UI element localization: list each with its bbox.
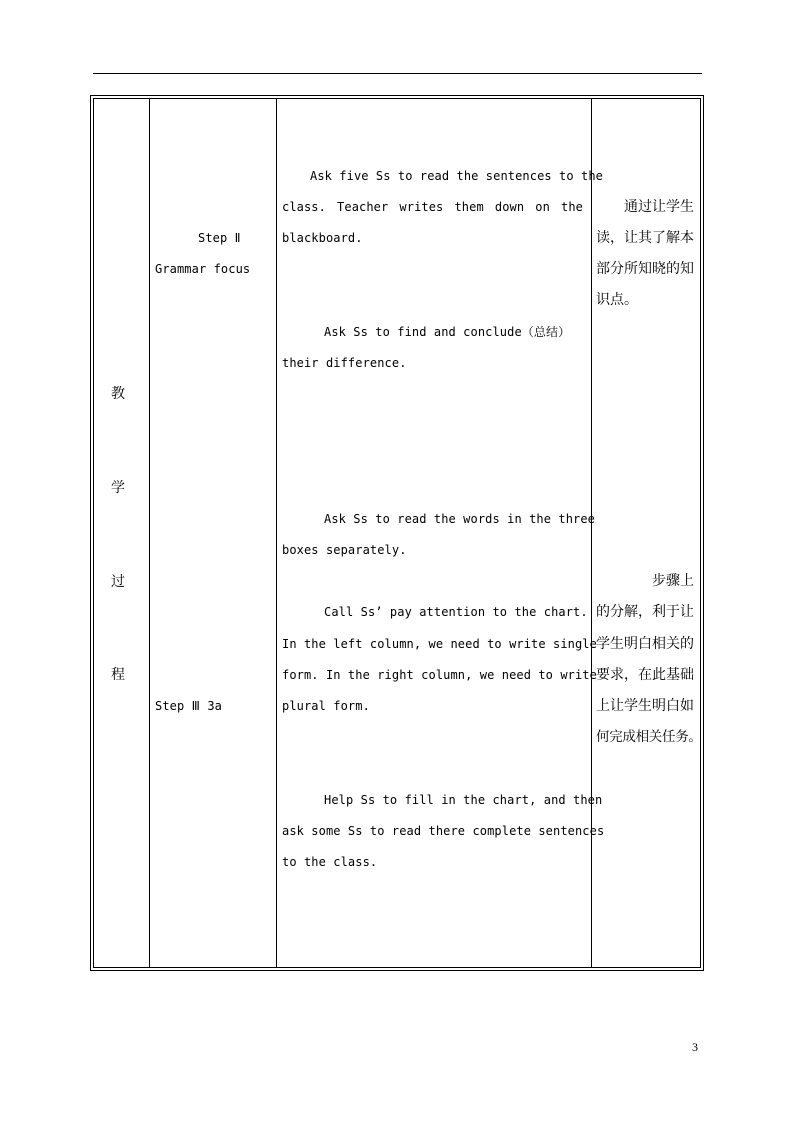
p3-line-1: Ask Ss to read the words in the three [324, 512, 596, 526]
p1-line-2: class. Teacher writes them down on the [282, 200, 583, 214]
step2-subtitle: Grammar focus [155, 262, 251, 276]
note1-line-2: 读，让其了解本 [596, 230, 694, 246]
lesson-table [90, 95, 704, 971]
note2-line-1: 步骤上 [652, 573, 694, 589]
note2-line-3: 学生明白相关的 [596, 636, 694, 652]
p3-line-2: boxes separately. [282, 543, 407, 557]
p5-line-2: ask some Ss to read there complete sentences [282, 824, 605, 838]
note2-line-5: 上让学生明白如 [596, 698, 694, 714]
p4-line-4: plural form. [282, 699, 370, 713]
p4-line-3: form. In the right column, we need to write [282, 668, 597, 682]
page-number: 3 [692, 1040, 698, 1054]
note1-line-1: 通过让学生 [624, 199, 694, 215]
p5-line-1: Help Ss to fill in the chart, and then [324, 793, 603, 807]
p4-line-1: Call Ss’ pay attention to the chart. [324, 605, 588, 619]
p2-line-1: Ask Ss to find and conclude（总结） [324, 325, 571, 339]
note2-line-4: 要求，在此基础 [596, 667, 694, 683]
p4-line-2: In the left column, we need to write single [282, 637, 597, 651]
header-rule [93, 73, 702, 74]
note2-line-2: 的分解，利于让 [596, 604, 694, 620]
p1-line-3: blackboard. [282, 231, 363, 245]
side-label-char-4: 程 [111, 667, 125, 683]
column-divider-1 [149, 99, 150, 967]
p1-line-1: Ask five Ss to read the sentences to the [310, 169, 603, 183]
side-label-char-2: 学 [111, 480, 125, 496]
note1-line-4: 识点。 [596, 292, 638, 308]
note2-line-6: 何完成相关任务。 [596, 729, 702, 745]
note1-line-3: 部分所知晓的知 [596, 261, 694, 277]
side-label-char-1: 教 [111, 386, 125, 402]
p2-line-2: their difference. [282, 356, 407, 370]
step2-title: Step Ⅱ [198, 231, 241, 245]
step3-label: Step Ⅲ 3a [155, 699, 222, 713]
p5-line-3: to the class. [282, 855, 378, 869]
side-label-char-3: 过 [111, 574, 125, 590]
column-divider-2 [276, 99, 277, 967]
